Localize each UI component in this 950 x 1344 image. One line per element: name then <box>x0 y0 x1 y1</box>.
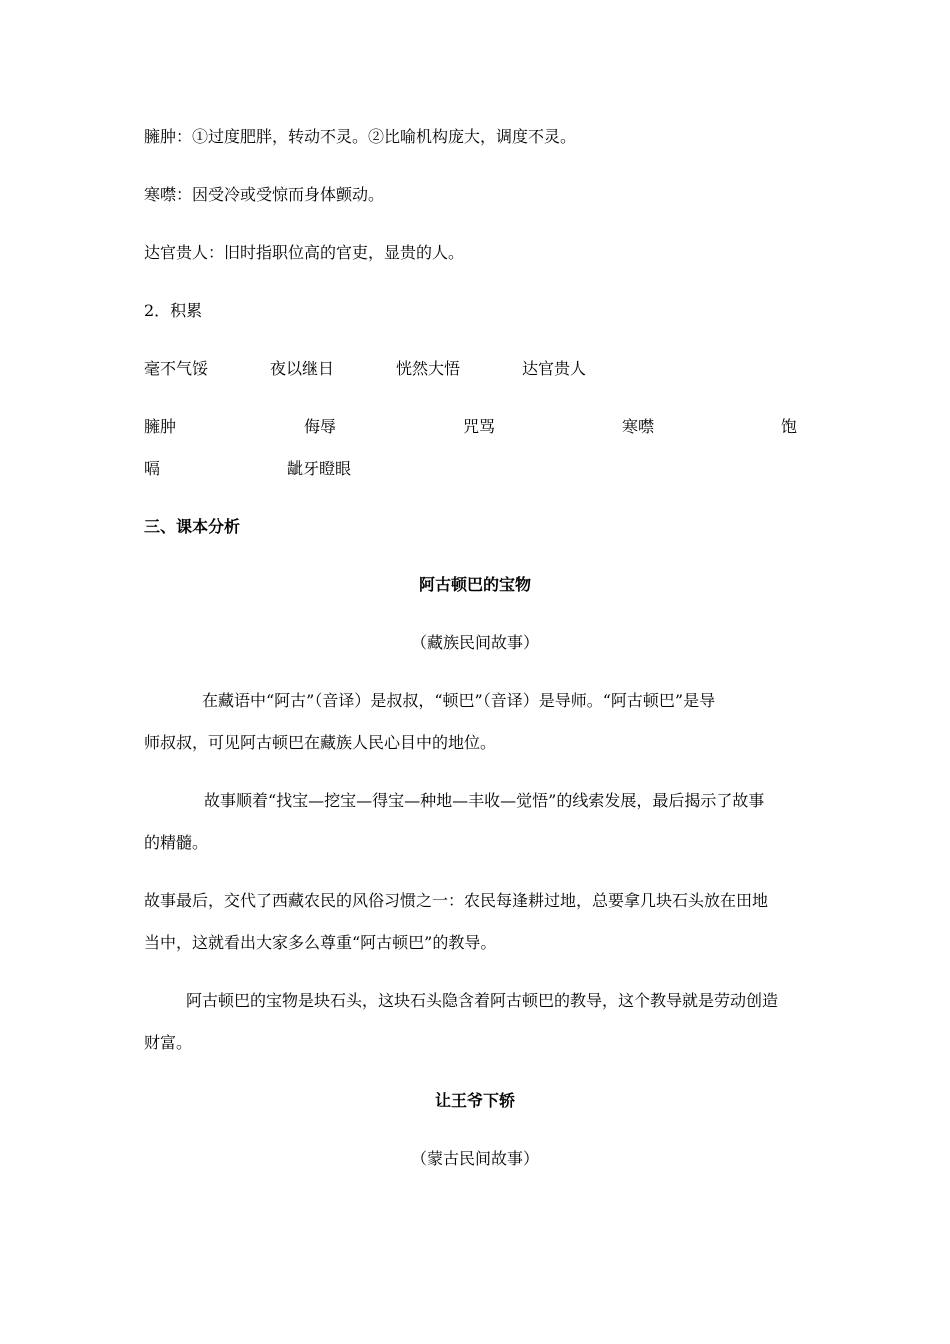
section-2-heading: 2．积累 <box>144 301 203 320</box>
story-1-paragraph-1-line-1: 在藏语中“阿古”（音译）是叔叔，“顿巴”（音译）是导师。“阿古顿巴”是导 <box>202 691 716 710</box>
story-2-title: 让王爷下轿 <box>434 1091 515 1110</box>
story-1-paragraph-1-line-2: 师叔叔，可见阿古顿巴在藏族人民心目中的地位。 <box>144 733 497 752</box>
vocab-word: 寒噤 <box>622 417 655 436</box>
definition-hanjin: 寒噤：因受冷或受惊而身体颤动。 <box>144 185 385 204</box>
story-1-title: 阿古顿巴的宝物 <box>418 575 531 594</box>
story-1-paragraph-2-line-2: 的精髓。 <box>144 833 209 852</box>
section-3-heading: 三、课本分析 <box>144 517 241 536</box>
story-1-paragraph-3-line-1: 故事最后，交代了西藏农民的风俗习惯之一：农民每逢耕过地，总要拿几块石头放在田地 <box>144 891 769 910</box>
vocab-word: 饱 <box>781 417 798 436</box>
vocab-word: 毫不气馁 <box>144 359 209 378</box>
story-1-subtitle: （藏族民间故事） <box>410 633 539 652</box>
vocab-word: 嗝 <box>144 459 161 478</box>
vocab-word: 夜以继日 <box>270 359 335 378</box>
definition-daguanguiren: 达官贵人：旧时指职位高的官吏，显贵的人。 <box>144 243 465 262</box>
story-2-subtitle: （蒙古民间故事） <box>410 1149 539 1168</box>
story-1-paragraph-2-line-1: 故事顺着“找宝—挖宝—得宝—种地—丰收—觉悟”的线索发展，最后揭示了故事 <box>204 791 765 810</box>
definition-yongzhong: 臃肿：①过度肥胖，转动不灵。②比喻机构庞大，调度不灵。 <box>144 127 577 146</box>
story-1-paragraph-4-line-1: 阿古顿巴的宝物是块石头，这块石头隐含着阿古顿巴的教导，这个教导就是劳动创造 <box>186 991 779 1010</box>
vocab-word: 恍然大悟 <box>396 359 461 378</box>
vocab-word: 臃肿 <box>144 417 177 436</box>
vocab-word: 龇牙瞪眼 <box>287 459 352 478</box>
story-1-paragraph-3-line-2: 当中，这就看出大家多么尊重“阿古顿巴”的教导。 <box>144 933 497 952</box>
vocab-word: 达官贵人 <box>522 359 587 378</box>
vocab-word: 侮辱 <box>304 417 337 436</box>
story-1-paragraph-4-line-2: 财富。 <box>144 1033 193 1052</box>
vocab-word: 咒骂 <box>463 417 496 436</box>
